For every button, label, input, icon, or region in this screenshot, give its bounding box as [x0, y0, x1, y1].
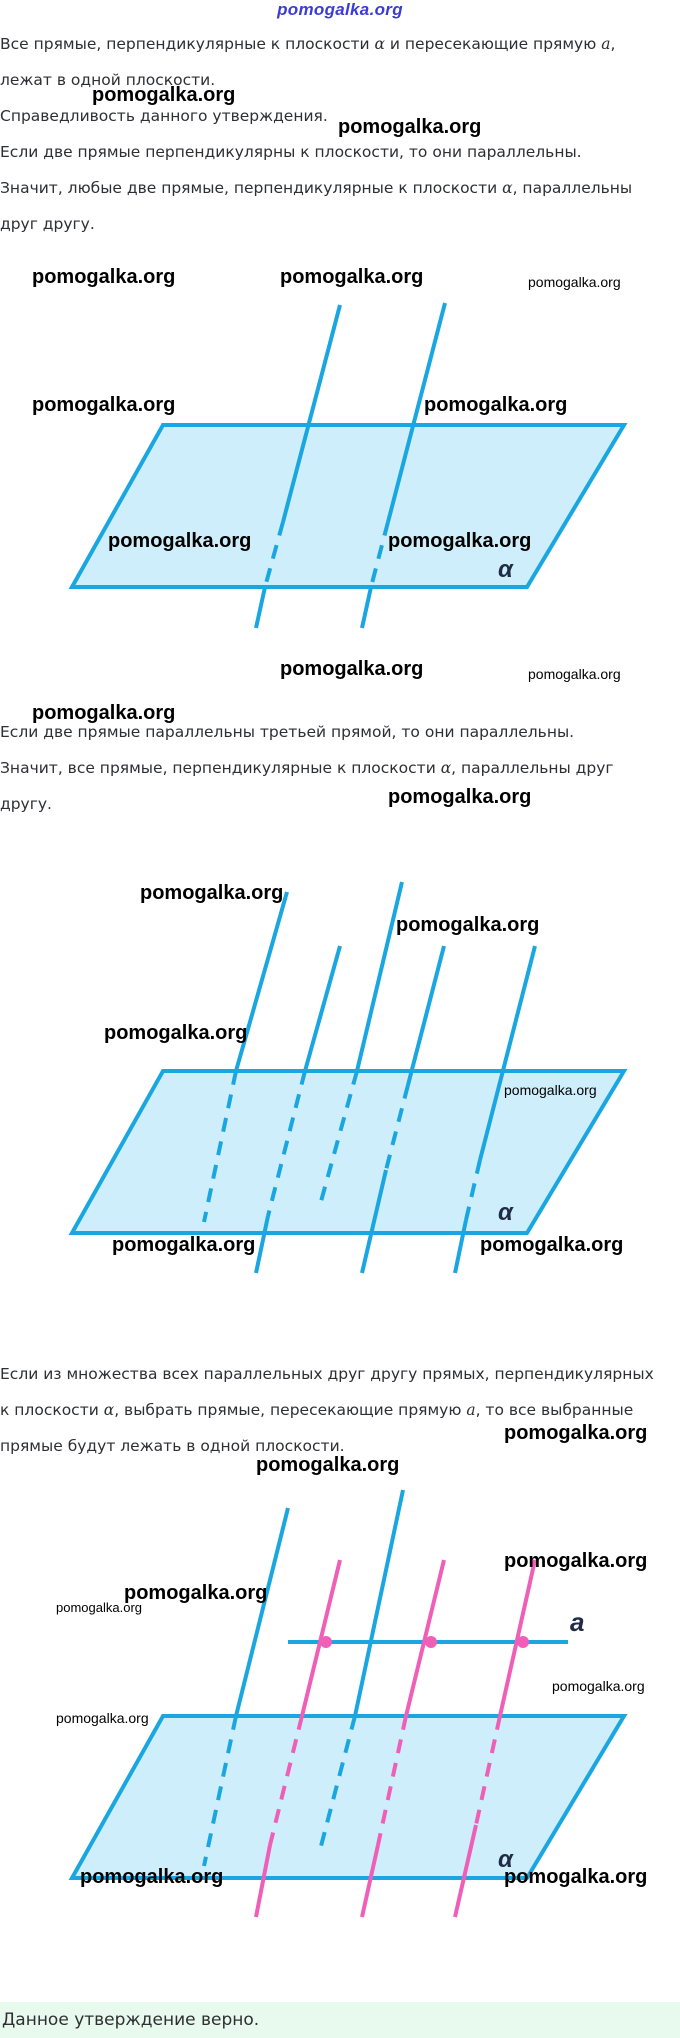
watermark: pomogalka.org [92, 84, 236, 106]
blue-line-2 [355, 1490, 403, 1716]
watermark: pomogalka.org [504, 1422, 648, 1444]
plane-alpha [72, 425, 624, 587]
watermark: pomogalka.org [140, 882, 284, 904]
watermark: pomogalka.org [104, 1022, 248, 1044]
line-label-a: a [570, 1607, 585, 1637]
statement-line-1: Все прямые, перпендикулярные к плоскости α и пересекающие прямую a, [0, 35, 616, 53]
intersection-point-2 [425, 1636, 437, 1648]
watermark: pomogalka.org [504, 1866, 648, 1888]
selection-line-1: Если из множества всех параллельных друг другу прямых, перпендикулярных [0, 1365, 654, 1383]
conclusion2-line-2: другу. [0, 795, 52, 813]
plane-label-alpha: α [498, 556, 513, 583]
intersection-point-1 [320, 1636, 332, 1648]
watermark: pomogalka.org [108, 530, 252, 552]
fact-transitivity: Если две прямые параллельны третьей прямой, то они параллельны. [0, 723, 575, 741]
watermark: pomogalka.org [32, 702, 176, 724]
verdict-text: Данное утверждение верно. [2, 2010, 260, 2030]
watermark: pomogalka.org [504, 1550, 648, 1572]
watermark: pomogalka.org [424, 394, 568, 416]
watermark: pomogalka.org [256, 1454, 400, 1476]
watermark: pomogalka.org [388, 530, 532, 552]
watermark: pomogalka.org [338, 116, 482, 138]
plane-label-alpha: α [498, 1199, 513, 1226]
watermark: pomogalka.org [280, 658, 424, 680]
watermark: pomogalka.org [528, 666, 621, 682]
conclusion-line-2: друг другу. [0, 215, 95, 233]
watermark: pomogalka.org [480, 1234, 624, 1256]
watermark: pomogalka.org [124, 1582, 268, 1604]
watermark: pomogalka.org [112, 1234, 256, 1256]
statement-line-2: лежат в одной плоскости. [0, 71, 216, 89]
verdict-box [0, 2002, 680, 2038]
perpendicular-line-4 [408, 946, 444, 1085]
blue-line-1 [236, 1508, 288, 1716]
conclusion-line-1: Значит, любые две прямые, перпендикулярные к плоскости α, параллельны [0, 179, 633, 197]
plane-label-alpha: α [498, 1846, 513, 1873]
watermark: pomogalka.org [396, 914, 540, 936]
watermark: pomogalka.org [280, 266, 424, 288]
selection-line-2: к плоскости α, выбрать прямые, пересекающие прямую a, то все выбранные [0, 1401, 634, 1419]
watermark: pomogalka.org [528, 274, 621, 290]
conclusion2-line-1: Значит, все прямые, перпендикулярные к плоскости α, параллельны друг [0, 759, 614, 777]
watermark: pomogalka.org [32, 394, 176, 416]
figure-two-perpendicular-lines [0, 290, 680, 640]
perpendicular-line-2 [305, 946, 340, 1071]
justification-heading: Справедливость данного утверждения. [0, 107, 328, 125]
watermark: pomogalka.org [56, 1710, 149, 1726]
selection-line-3: прямые будут лежать в одной плоскости. [0, 1437, 345, 1455]
intersection-point-3 [517, 1636, 529, 1648]
watermark: pomogalka.org [552, 1678, 645, 1694]
watermark: pomogalka.org [80, 1866, 224, 1888]
watermark: pomogalka.org [388, 786, 532, 808]
figure-many-perpendicular-lines [0, 870, 680, 1290]
pink-line-3 [500, 1560, 535, 1716]
site-watermark-top: pomogalka.org [277, 0, 403, 19]
pink-line-1 [302, 1560, 340, 1716]
watermark: pomogalka.org [504, 1082, 597, 1098]
watermark: pomogalka.org [56, 1600, 142, 1615]
pink-line-2 [406, 1560, 444, 1716]
fact-perpendicular-parallel: Если две прямые перпендикулярны к плоскости, то они параллельны. [0, 143, 582, 161]
watermark: pomogalka.org [32, 266, 176, 288]
perpendicular-line-3 [357, 882, 402, 1071]
